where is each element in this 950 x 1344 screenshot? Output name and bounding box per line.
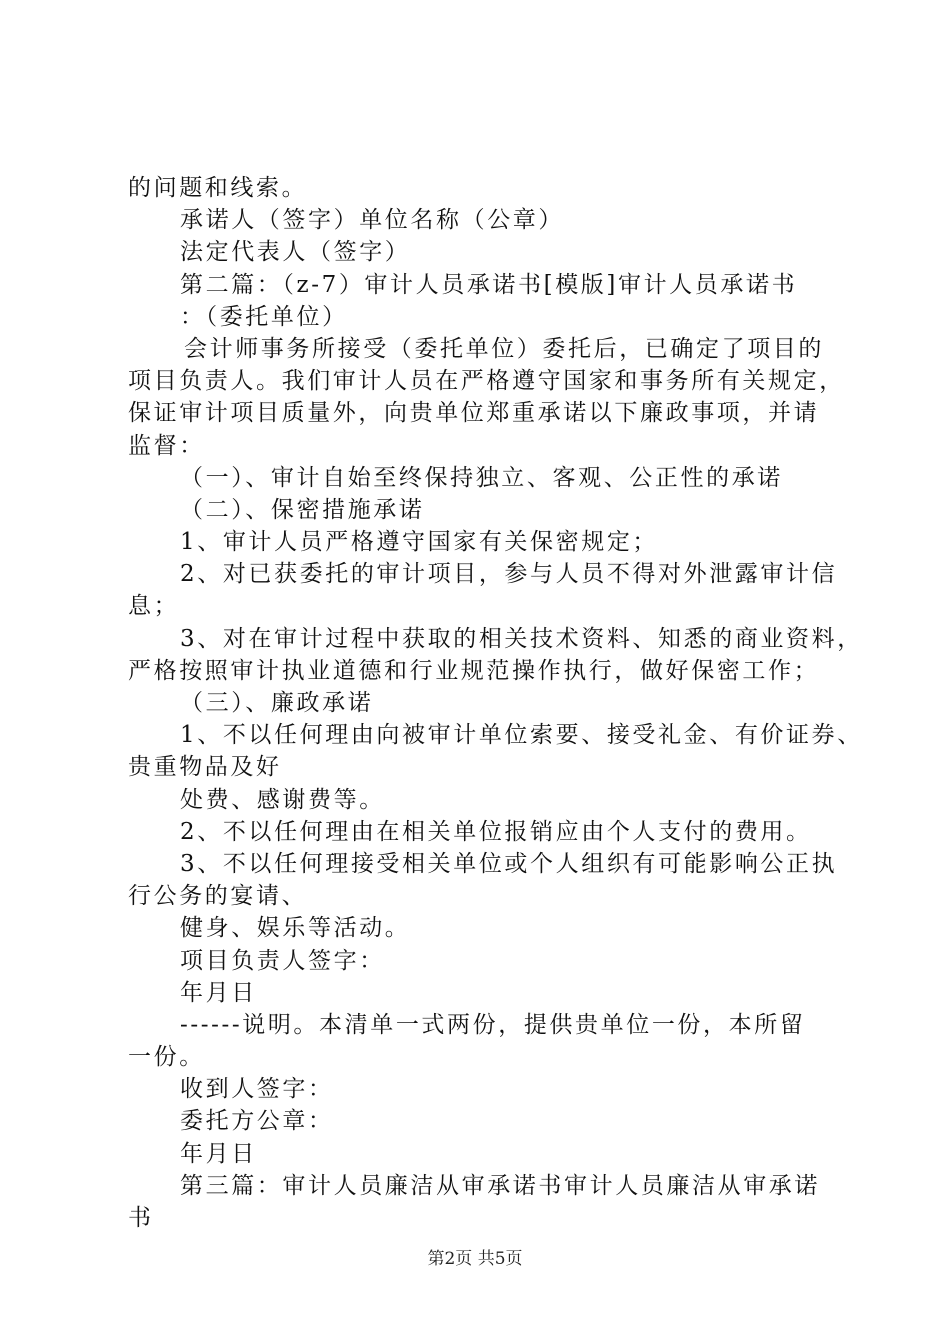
text-line: 收到人签字： [180, 1076, 334, 1103]
text-line: 2、对已获委托的审计项目，参与人员不得对外泄露审计信 [180, 561, 838, 588]
text-line: 贵重物品及好 [128, 754, 282, 781]
text-line: 项目负责人。我们审计人员在严格遵守国家和事务所有关规定， [128, 368, 845, 395]
text-line: （一）、审计自始至终保持独立、客观、公正性的承诺 [180, 464, 783, 491]
text-line: （二）、保密措施承诺 [180, 496, 425, 523]
text-line: （三）、廉政承诺 [180, 690, 374, 716]
text-line: 年月日 [180, 1140, 257, 1167]
text-line: 委托方公章： [180, 1108, 334, 1135]
text-line: 年月日 [180, 979, 257, 1006]
text-line: 项目负责人签字： [180, 947, 385, 974]
text-line: 会计师事务所接受（委托单位）委托后，已确定了项目的 [184, 335, 824, 362]
text-line: 3、不以任何理接受相关单位或个人组织有可能影响公正执 [180, 850, 838, 877]
text-line: 严格按照审计执业道德和行业规范操作执行，做好保密工作； [128, 657, 820, 684]
text-line: 1、审计人员严格遵守国家有关保密规定； [180, 529, 659, 556]
text-line: 1、不以任何理由向被审计单位索要、接受礼金、有价证券、 [180, 722, 863, 749]
text-line: 的问题和线索。 [128, 175, 308, 201]
section-heading: 第三篇：审计人员廉洁从审承诺书审计人员廉洁从审承诺 [180, 1172, 820, 1199]
text-line: 保证审计项目质量外，向贵单位郑重承诺以下廉政事项，并请 [128, 400, 820, 427]
text-line: 健身、娱乐等活动。 [180, 915, 411, 942]
text-line: ：（委托单位） [180, 303, 348, 330]
text-line: 息； [128, 593, 180, 620]
text-line: 法定代表人（签字） [180, 239, 411, 266]
text-line: 一份。 [128, 1044, 205, 1071]
text-line: ------说明。本清单一式两份，提供贵单位一份，本所留 [180, 1011, 806, 1038]
text-line: 承诺人（签字）单位名称（公章） [180, 207, 564, 234]
text-line: 监督： [128, 432, 205, 459]
section-heading: 第二篇：（z-7）审计人员承诺书[模版]审计人员承诺书 [180, 271, 798, 298]
text-line: 2、不以任何理由在相关单位报销应由个人支付的费用。 [180, 818, 812, 845]
text-line: 处费、感谢费等。 [180, 786, 385, 813]
page-number-footer: 第2页 共5页 [427, 1249, 523, 1269]
text-line: 行公务的宴请、 [128, 883, 308, 910]
text-line: 3、对在审计过程中获取的相关技术资料、知悉的商业资料， [180, 625, 863, 652]
text-line: 书 [128, 1205, 154, 1231]
document-body [128, 172, 863, 1234]
